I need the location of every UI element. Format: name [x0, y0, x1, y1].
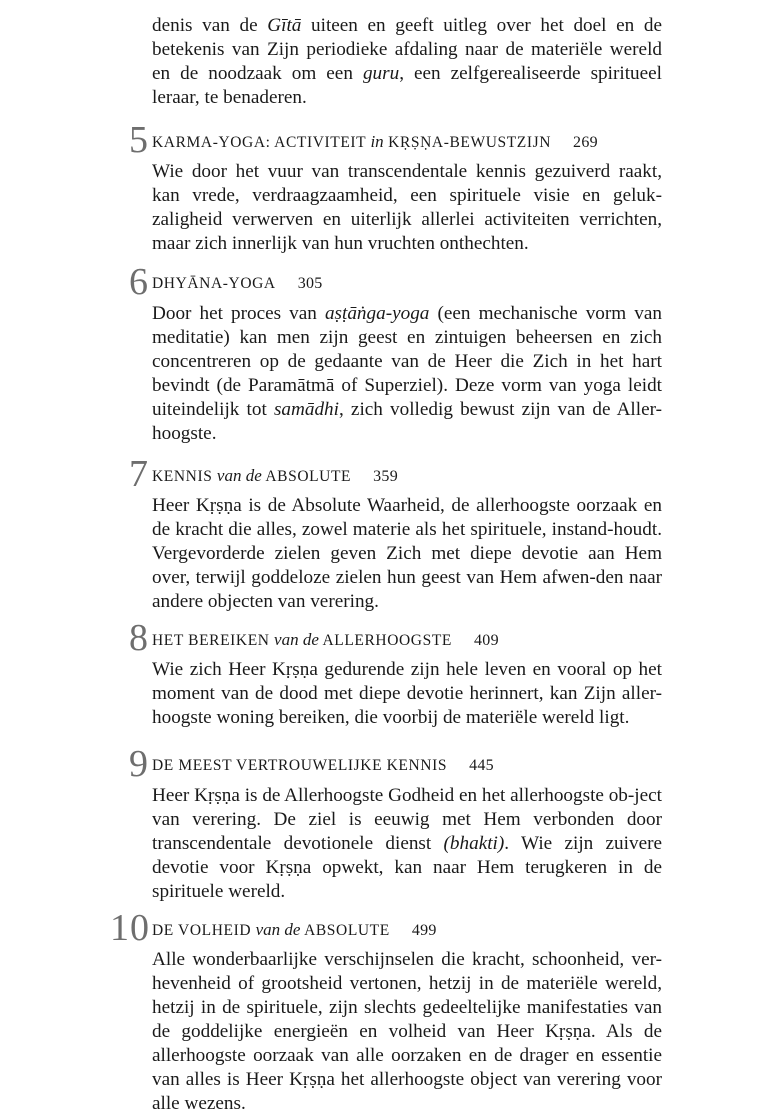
summary-italic: samādhi: [273, 399, 339, 420]
chapter-number: 10: [110, 907, 150, 949]
title-part: ALLERHOOGSTE: [318, 632, 452, 649]
title-part-italic: van de: [255, 920, 301, 939]
title-part-italic: van de: [274, 630, 319, 649]
chapter-title[interactable]: [152, 466, 398, 487]
chapter-summary: [152, 160, 662, 256]
chapter-number: 5: [129, 119, 148, 161]
summary-text: (een mechanische vorm van meditatie) kan men zijn geest en zintuigen beheersen en zich concentreren op de gedaante van de Heer die Zich in het hart bevindt (de Paramātmā of Superziel). Deze vorm van yoga leidt uiteindelijk tot: [152, 303, 662, 420]
intro-text-2: uiteen en geeft uitleg over het doel en de betekenis van Zijn periodieke afdaling naar de materiële wereld en de noodzaak om een: [152, 15, 662, 84]
summary-text: Wie door het vuur van transcendentale kennis gezuiverd raakt, kan vrede, verdraagzaamheid, een spirituele visie en geluk-zaligheid verwerven en uiterlijk allerlei activiteiten verrichten, maar zich innerlijk van hun vruchten onthechten.: [152, 161, 662, 254]
chapter-title[interactable]: [152, 630, 499, 651]
title-part: KṚṢṆA-BEWUSTZIJN: [383, 134, 552, 151]
chapter-summary: [152, 494, 662, 614]
toc-entry-chapter-7[interactable]: [100, 453, 662, 614]
summary-text: . Wie zijn zuivere devotie voor Kṛṣṇa opwekt, kan naar Hem terugkeren in de spirituele wereld.: [152, 833, 663, 902]
summary-italic: (bhakti): [443, 833, 505, 854]
title-part: DHYĀNA-YOGA: [152, 275, 276, 292]
toc-entry-chapter-5[interactable]: [100, 119, 662, 256]
title-part-italic: in: [370, 132, 384, 151]
intro-paragraph: [152, 14, 662, 110]
summary-text: , zich volledig bewust zijn van de Aller-hoogste.: [152, 399, 662, 444]
title-part: ABSOLUTE: [300, 922, 390, 939]
page-number: 359: [373, 468, 399, 485]
chapter-title[interactable]: [152, 920, 437, 941]
chapter-title[interactable]: [152, 132, 598, 153]
title-part: DE VOLHEID: [152, 922, 256, 939]
summary-text: Wie zich Heer Kṛṣṇa gedurende zijn hele leven en vooral op het moment van de dood met diepe devotie herinnert, kan Zijn aller-hoogste woning bereiken, die voorbij de materiële wereld ligt.: [152, 659, 662, 728]
title-part: DE MEEST VERTROUWELIJKE KENNIS: [152, 757, 448, 774]
intro-italic-guru: guru: [362, 63, 400, 84]
chapter-number: 6: [129, 261, 148, 303]
title-part: HET BEREIKEN: [152, 632, 275, 649]
chapter-summary: [152, 658, 662, 730]
chapter-title[interactable]: [152, 756, 494, 776]
page-number: 409: [473, 632, 499, 649]
page-number: 445: [469, 757, 494, 774]
toc-entry-chapter-6[interactable]: [100, 261, 662, 446]
summary-text: Alle wonderbaarlijke verschijnselen die kracht, schoonheid, ver-hevenheid of grootsheid vertonen, hetzij in de materiële wereld, hetzij in de spirituele, zijn slechts gedeeltelijke manifestaties van de goddelijke energieën en volheid van Heer Kṛṣṇa. Als de allerhoogste oorzaak van alle oorzaken en de drager en essentie van alles is Heer Kṛṣṇa het allerhoogste object van verering voor alle wezens.: [152, 949, 662, 1114]
chapter-number: 7: [129, 453, 148, 495]
title-part: KENNIS: [152, 468, 217, 485]
intro-text-1: denis van de: [152, 15, 268, 36]
summary-text: Door het proces van: [152, 303, 325, 324]
chapter-summary: [152, 948, 662, 1116]
chapter-summary: [152, 302, 662, 446]
chapter-number: 8: [129, 617, 148, 659]
page-number: 305: [297, 275, 323, 292]
summary-italic: aṣṭāṅga-yoga: [324, 303, 430, 324]
toc-entry-chapter-9[interactable]: [100, 743, 663, 904]
toc-entry-chapter-10[interactable]: [100, 907, 662, 1116]
title-part: ABSOLUTE: [261, 468, 352, 485]
summary-text: Heer Kṛṣṇa is de Allerhoogste Godheid en het allerhoogste ob-ject van verering. De ziel is eeuwig met Hem verbonden door transcendentale devotionele dienst: [152, 785, 662, 854]
chapter-number: 9: [129, 743, 148, 785]
intro-text-3: , een zelfgerealiseerde spiritueel leraar, te benaderen.: [152, 63, 662, 108]
toc-entry-chapter-8[interactable]: [100, 617, 662, 730]
intro-italic-gita: Gītā: [267, 15, 302, 36]
chapter-title[interactable]: [152, 274, 323, 294]
chapter-summary: [152, 784, 662, 904]
title-part-italic: van de: [216, 466, 262, 485]
page-number: 499: [411, 922, 437, 939]
summary-text: Heer Kṛṣṇa is de Absolute Waarheid, de allerhoogste oorzaak en de kracht die alles, zowel materie als het spirituele, instand-houdt. Vergevorderde zielen geven Zich met diepe devotie aan Hem over, terwijl goddeloze zielen hun geest van Hem afwen-den naar andere objecten van verering.: [152, 495, 662, 612]
title-part: KARMA-YOGA: ACTIVITEIT: [152, 134, 371, 151]
page-number: 269: [573, 134, 598, 151]
